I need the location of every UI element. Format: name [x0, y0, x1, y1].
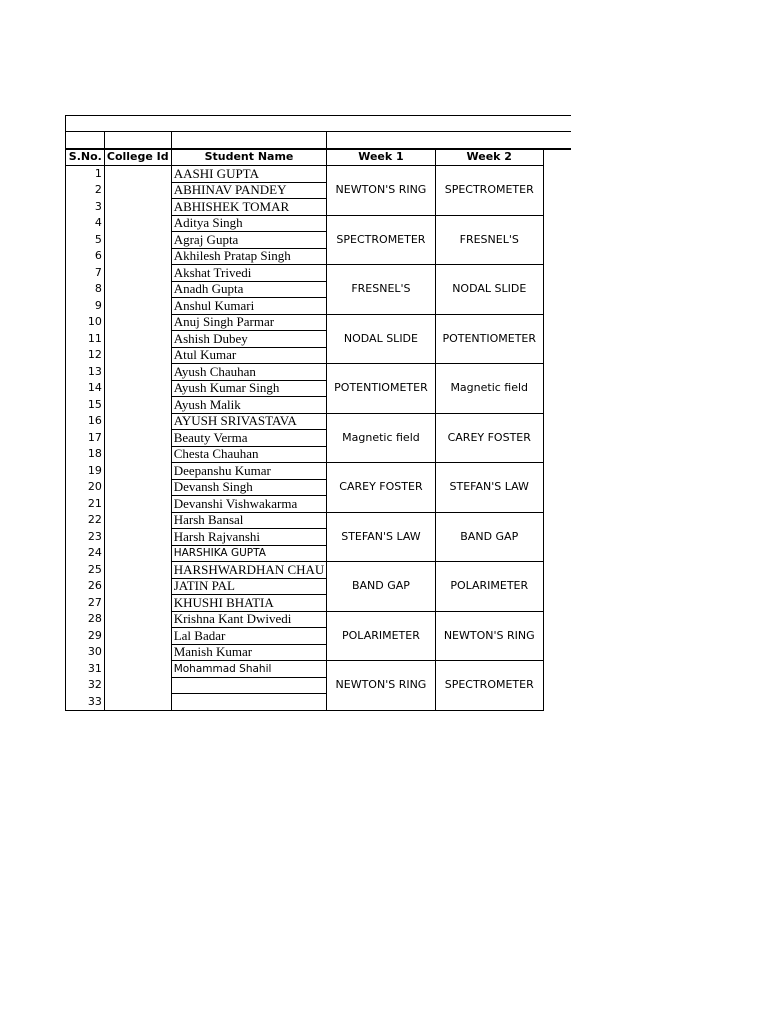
college-id-cell [104, 463, 171, 480]
student-name-cell: Ayush Malik [171, 397, 327, 414]
college-id-cell [104, 298, 171, 315]
table-row [66, 314, 572, 331]
header-week-1: Week 1 [327, 149, 435, 166]
table-row [66, 661, 572, 678]
week-2-experiment: NODAL SLIDE [435, 265, 543, 315]
sno-cell: 10 [66, 314, 105, 331]
sno-cell: 7 [66, 265, 105, 282]
student-name-cell [171, 677, 327, 694]
student-name-cell: Mohammad Shahil [171, 661, 327, 678]
sno-cell: 28 [66, 611, 105, 628]
sno-cell: 3 [66, 199, 105, 216]
college-id-cell [104, 661, 171, 678]
student-name-cell: Ayush Chauhan [171, 364, 327, 381]
table-row [66, 166, 572, 183]
blank-cell [104, 132, 171, 149]
college-id-cell [104, 215, 171, 232]
student-name-cell [171, 694, 327, 711]
student-name-cell: Krishna Kant Dwivedi [171, 611, 327, 628]
week-1-experiment: Magnetic field [327, 413, 435, 463]
table-row [66, 562, 572, 579]
table-row [66, 413, 572, 430]
college-id-cell [104, 430, 171, 447]
college-id-cell [104, 248, 171, 265]
student-name-cell: JATIN PAL [171, 578, 327, 595]
college-id-cell [104, 265, 171, 282]
week-2-experiment: POLARIMETER [435, 562, 543, 612]
week-1-experiment: STEFAN'S LAW [327, 512, 435, 562]
header-row [66, 149, 572, 166]
student-name-cell: Ayush Kumar Singh [171, 380, 327, 397]
college-id-cell [104, 199, 171, 216]
header-sno: S.No. [66, 149, 105, 166]
sno-cell: 30 [66, 644, 105, 661]
blank-row [66, 132, 572, 149]
college-id-cell [104, 446, 171, 463]
week-2-experiment: SPECTROMETER [435, 166, 543, 216]
college-id-cell [104, 545, 171, 562]
week-2-experiment: NEWTON'S RING [435, 611, 543, 661]
blank-cell [66, 116, 572, 132]
student-name-cell: AASHI GUPTA [171, 166, 327, 183]
college-id-cell [104, 628, 171, 645]
student-name-cell: Harsh Bansal [171, 512, 327, 529]
sno-cell: 16 [66, 413, 105, 430]
student-name-cell: HARSHWARDHAN CHAU [171, 562, 327, 579]
sno-cell: 25 [66, 562, 105, 579]
week-2-experiment: BAND GAP [435, 512, 543, 562]
college-id-cell [104, 479, 171, 496]
sno-cell: 4 [66, 215, 105, 232]
college-id-cell [104, 347, 171, 364]
header-college-id: College Id [104, 149, 171, 166]
week-2-experiment: CAREY FOSTER [435, 413, 543, 463]
week-2-experiment: STEFAN'S LAW [435, 463, 543, 513]
week-1-experiment: CAREY FOSTER [327, 463, 435, 513]
week-1-experiment: POTENTIOMETER [327, 364, 435, 414]
student-name-cell: Manish Kumar [171, 644, 327, 661]
college-id-cell [104, 496, 171, 513]
week-1-experiment: POLARIMETER [327, 611, 435, 661]
college-id-cell [104, 562, 171, 579]
sno-cell: 29 [66, 628, 105, 645]
student-name-cell: Lal Badar [171, 628, 327, 645]
week-2-experiment: FRESNEL'S [435, 215, 543, 265]
sno-cell: 13 [66, 364, 105, 381]
college-id-cell [104, 595, 171, 612]
header-week-2: Week 2 [435, 149, 543, 166]
sno-cell: 2 [66, 182, 105, 199]
student-name-cell: Beauty Verma [171, 430, 327, 447]
college-id-cell [104, 677, 171, 694]
sno-cell: 14 [66, 380, 105, 397]
student-name-cell: Atul Kumar [171, 347, 327, 364]
week-1-experiment: NEWTON'S RING [327, 661, 435, 711]
sno-cell: 27 [66, 595, 105, 612]
student-name-cell: Deepanshu Kumar [171, 463, 327, 480]
sno-cell: 32 [66, 677, 105, 694]
college-id-cell [104, 578, 171, 595]
sno-cell: 22 [66, 512, 105, 529]
blank-cell [171, 132, 327, 149]
sno-cell: 8 [66, 281, 105, 298]
college-id-cell [104, 644, 171, 661]
student-name-cell: ABHISHEK TOMAR [171, 199, 327, 216]
table-row [66, 265, 572, 282]
sno-cell: 6 [66, 248, 105, 265]
week-1-experiment: NEWTON'S RING [327, 166, 435, 216]
college-id-cell [104, 182, 171, 199]
week-1-experiment: BAND GAP [327, 562, 435, 612]
college-id-cell [104, 611, 171, 628]
sno-cell: 24 [66, 545, 105, 562]
table-row [66, 215, 572, 232]
week-2-experiment: Magnetic field [435, 364, 543, 414]
student-name-cell: Anadh Gupta [171, 281, 327, 298]
table-row [66, 512, 572, 529]
blank-cell [66, 132, 105, 149]
sno-cell: 21 [66, 496, 105, 513]
student-name-cell: ABHINAV PANDEY [171, 182, 327, 199]
student-name-cell: Harsh Rajvanshi [171, 529, 327, 546]
student-name-cell: Anuj Singh Parmar [171, 314, 327, 331]
header-student-name: Student Name [171, 149, 327, 166]
table-row [66, 364, 572, 381]
student-name-cell: Devansh Singh [171, 479, 327, 496]
college-id-cell [104, 380, 171, 397]
student-name-cell: Aditya Singh [171, 215, 327, 232]
student-name-cell: Akhilesh Pratap Singh [171, 248, 327, 265]
sno-cell: 33 [66, 694, 105, 711]
sno-cell: 31 [66, 661, 105, 678]
week-1-experiment: FRESNEL'S [327, 265, 435, 315]
college-id-cell [104, 314, 171, 331]
student-name-cell: Akshat Trivedi [171, 265, 327, 282]
college-id-cell [104, 281, 171, 298]
table-row [66, 463, 572, 480]
table-row [66, 611, 572, 628]
student-name-cell: Devanshi Vishwakarma [171, 496, 327, 513]
schedule-table [65, 115, 571, 711]
student-name-cell: Anshul Kumari [171, 298, 327, 315]
sno-cell: 12 [66, 347, 105, 364]
student-name-cell: HARSHIKA GUPTA [171, 545, 327, 562]
sno-cell: 17 [66, 430, 105, 447]
college-id-cell [104, 166, 171, 183]
week-2-experiment: POTENTIOMETER [435, 314, 543, 364]
header-overflow [543, 149, 571, 166]
college-id-cell [104, 413, 171, 430]
student-name-cell: AYUSH SRIVASTAVA [171, 413, 327, 430]
sno-cell: 18 [66, 446, 105, 463]
sno-cell: 5 [66, 232, 105, 249]
college-id-cell [104, 331, 171, 348]
blank-cell [327, 132, 571, 149]
student-name-cell: Chesta Chauhan [171, 446, 327, 463]
sno-cell: 1 [66, 166, 105, 183]
student-name-cell: KHUSHI BHATIA [171, 595, 327, 612]
week-1-experiment: SPECTROMETER [327, 215, 435, 265]
sno-cell: 26 [66, 578, 105, 595]
college-id-cell [104, 397, 171, 414]
student-name-cell: Agraj Gupta [171, 232, 327, 249]
sno-cell: 9 [66, 298, 105, 315]
sno-cell: 23 [66, 529, 105, 546]
college-id-cell [104, 364, 171, 381]
sno-cell: 19 [66, 463, 105, 480]
college-id-cell [104, 529, 171, 546]
spreadsheet-viewport [65, 115, 571, 711]
sno-cell: 15 [66, 397, 105, 414]
week-1-experiment: NODAL SLIDE [327, 314, 435, 364]
student-name-cell: Ashish Dubey [171, 331, 327, 348]
week-2-experiment: SPECTROMETER [435, 661, 543, 711]
college-id-cell [104, 694, 171, 711]
sno-cell: 11 [66, 331, 105, 348]
blank-row [66, 116, 572, 132]
college-id-cell [104, 512, 171, 529]
sno-cell: 20 [66, 479, 105, 496]
college-id-cell [104, 232, 171, 249]
